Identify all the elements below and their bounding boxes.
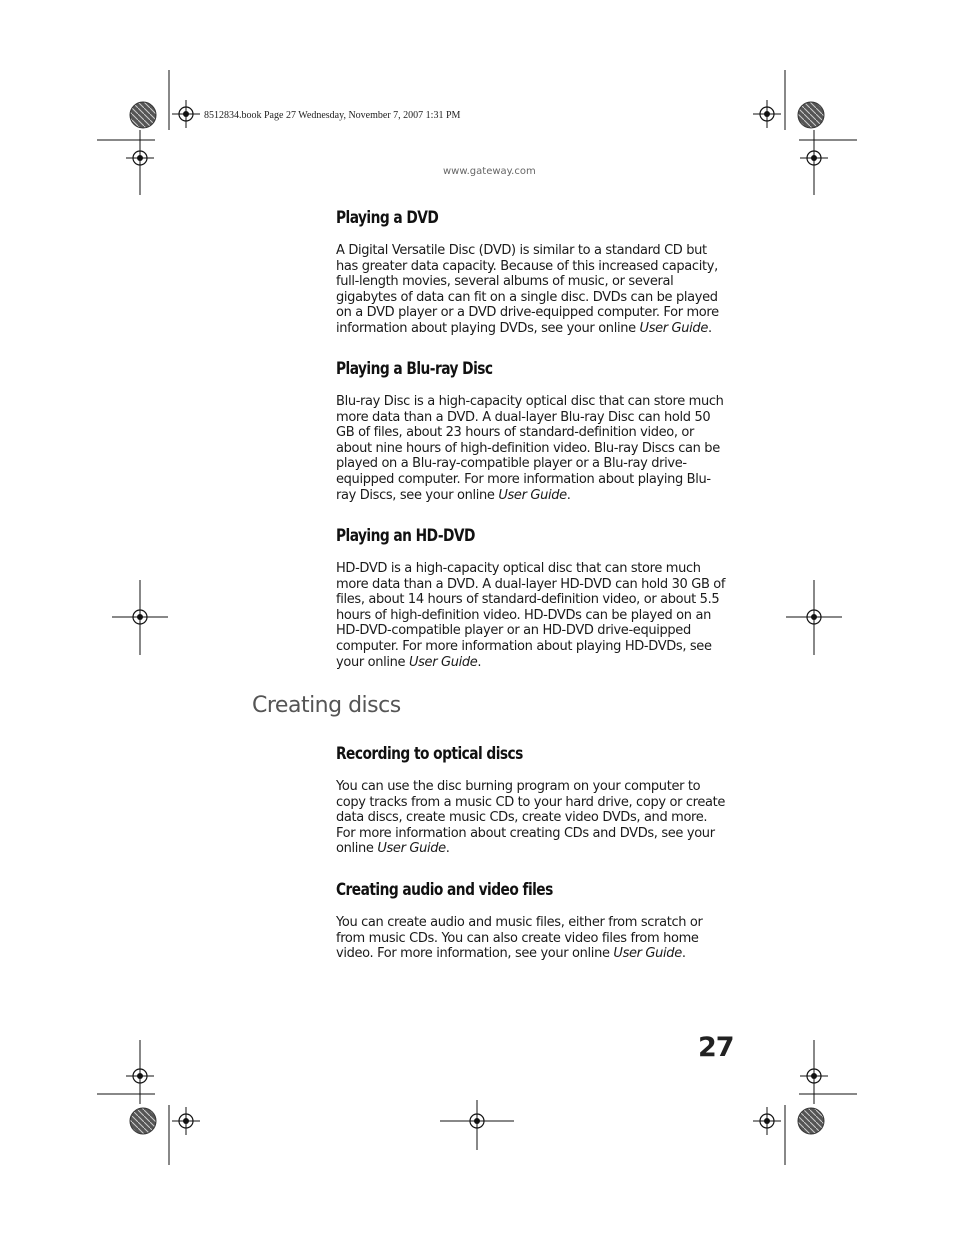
section-body: You can use the disc burning program on your computer to copy tracks from a music CD to your hard drive, copy or create data discs, create music CDs, create video DVDs, and more. For more information about creating CDs and DVDs, see your online User Guide. bbox=[336, 779, 726, 857]
user-guide-ref: User Guide bbox=[613, 946, 682, 962]
section-body: You can create audio and music files, either from scratch or from music CDs. You can also create video files from home video. For more information, see your online User Guide. bbox=[336, 915, 703, 962]
section-playing-hddvd bbox=[336, 526, 728, 670]
section-heading: Playing a Blu-ray Disc bbox=[336, 359, 493, 379]
section-playing-dvd bbox=[336, 208, 728, 337]
section-body: Blu-ray Disc is a high-capacity optical disc that can store much more data than a DVD. A dual-layer Blu-ray Disc can hold 50 GB of files, about 23 hours of standard-definition video, or about nine hours of high-definition video. Blu-ray Discs can be played on a Blu-ray-compatible player or a Blu-ray drive-equipped computer. For more information about playing Blu-ray Discs, see your online User Guide. bbox=[336, 394, 724, 503]
section-heading: Playing an HD-DVD bbox=[336, 526, 475, 546]
section-heading: Playing a DVD bbox=[336, 208, 439, 228]
page-number: 27 bbox=[698, 1032, 734, 1063]
section-recording-discs bbox=[336, 744, 728, 857]
user-guide-ref: User Guide bbox=[639, 320, 708, 336]
user-guide-ref: User Guide bbox=[377, 841, 446, 857]
website-url: www.gateway.com bbox=[443, 166, 536, 177]
chapter-heading: Creating discs bbox=[252, 693, 401, 718]
section-heading: Recording to optical discs bbox=[336, 744, 523, 764]
section-audio-video-files bbox=[336, 880, 728, 962]
section-heading: Creating audio and video files bbox=[336, 880, 553, 900]
user-guide-ref: User Guide bbox=[408, 654, 478, 670]
section-body: A Digital Versatile Disc (DVD) is similar to a standard CD but has greater data capacity. Because of this increased capacity, full-length movies, several albums of music, or several gigabytes of data can fit on a single disc. DVDs can be played on a DVD player or a DVD drive-equipped computer. For more information about playing DVDs, see your online User Guide. bbox=[336, 243, 719, 336]
print-slug: 8512834.book Page 27 Wednesday, November 7, 2007 1:31 PM bbox=[204, 110, 461, 121]
section-body: HD-DVD is a high-capacity optical disc that can store much more data than a DVD. A dual-layer HD-DVD can hold 30 GB of files, about 14 hours of standard-definition video, or about 5.5 hours of high-definition video. HD-DVDs can be played on an HD-DVD-compatible player or an HD-DVD drive-equipped computer. For more information about playing HD-DVDs, see your online User Guide. bbox=[336, 561, 726, 670]
section-playing-bluray bbox=[336, 359, 728, 503]
user-guide-ref: User Guide bbox=[498, 487, 567, 503]
